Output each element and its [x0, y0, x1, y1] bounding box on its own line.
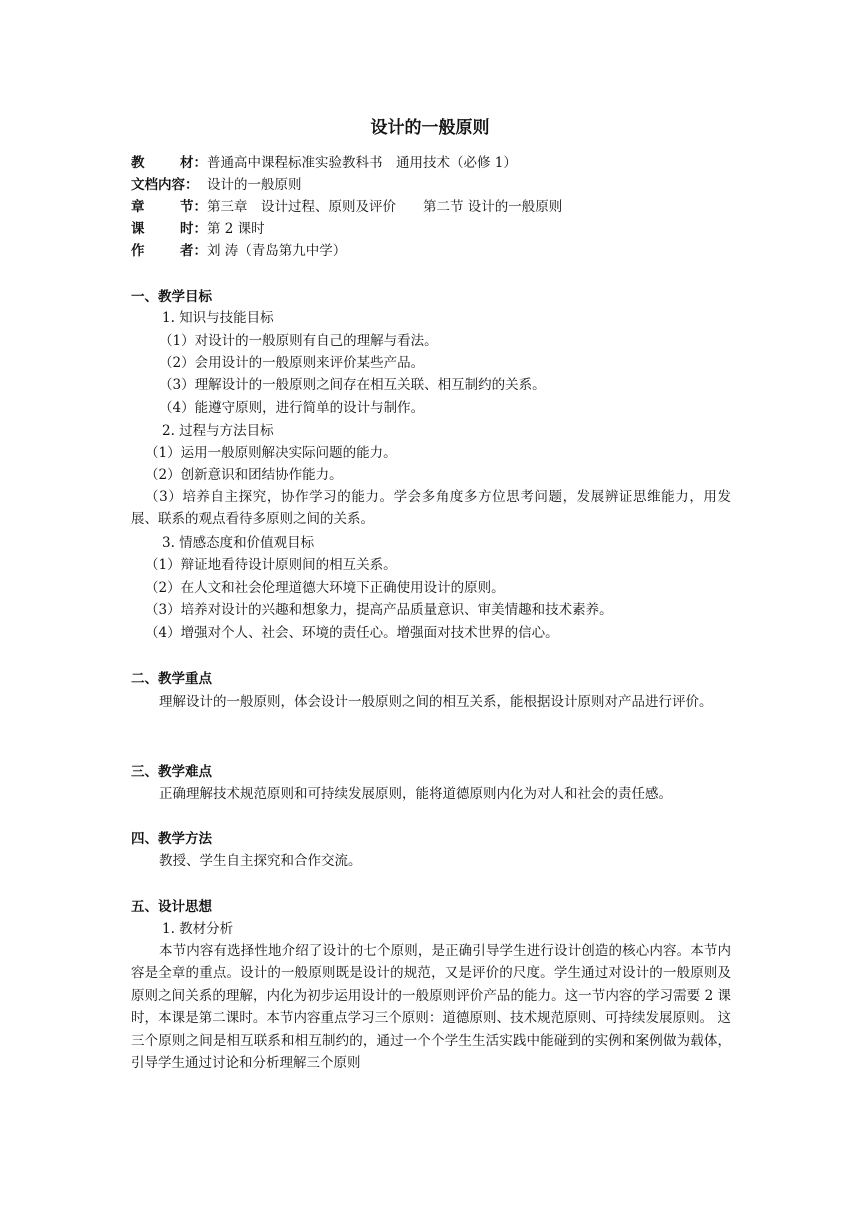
section-heading: 四、教学方法	[131, 831, 212, 847]
meta-label-part: 课	[131, 221, 145, 237]
subsection-heading: 1. 教材分析	[162, 921, 234, 937]
meta-label-part: 节：	[180, 199, 207, 215]
meta-label-part: 作	[131, 243, 145, 259]
meta-row-author	[131, 240, 346, 262]
subsection-heading: 2. 过程与方法目标	[162, 423, 274, 439]
subsection-heading: 3. 情感态度和价值观目标	[162, 535, 315, 551]
list-item: （2）会用设计的一般原则来评价某些产品。	[159, 355, 425, 371]
meta-label-part: 材：	[180, 155, 207, 171]
section-heading: 五、设计思想	[131, 899, 212, 915]
section-paragraph: 正确理解技术规范原则和可持续发展原则，能将道德原则内化为对人和社会的责任感。	[159, 786, 672, 802]
meta-label-part: 教	[131, 155, 145, 171]
section-paragraph: 理解设计的一般原则，体会设计一般原则之间的相互关系，能根据设计原则对产品进行评价。	[159, 694, 713, 710]
section-heading: 三、教学难点	[131, 764, 212, 780]
list-item: （1）对设计的一般原则有自己的理解与看法。	[159, 333, 438, 349]
list-item: （1）辩证地看待设计原则间的相互关系。	[145, 557, 397, 573]
meta-label-part: 者：	[180, 243, 207, 259]
meta-row-chapter	[131, 196, 562, 218]
list-item: （2）在人文和社会伦理道德大环境下正确使用设计的原则。	[145, 580, 505, 596]
meta-label-part: 文档内容：	[131, 177, 199, 193]
meta-label	[131, 218, 207, 240]
meta-value: 第 2 课时	[207, 221, 265, 237]
list-item: （4）增强对个人、社会、环境的责任心。增强面对技术世界的信心。	[145, 625, 559, 641]
list-item-paragraph: （3）培养自主探究，协作学习的能力。学会多角度多方位思考问题，发展辨证思维能力，用发展、联系的观点看待多原则之间的关系。	[131, 489, 731, 528]
list-item: （1）运用一般原则解决实际问题的能力。	[145, 445, 397, 461]
meta-label	[131, 152, 207, 174]
list-item: （4）能遵守原则，进行简单的设计与制作。	[159, 400, 425, 416]
meta-row-textbook	[131, 152, 517, 174]
meta-value: 普通高中课程标准实验教科书 通用技术（必修 1）	[207, 155, 517, 171]
page-title: 设计的一般原则	[370, 118, 490, 138]
meta-label	[131, 196, 207, 218]
meta-value: 设计的一般原则	[207, 177, 302, 193]
subsection-heading: 1. 知识与技能目标	[162, 310, 274, 326]
meta-value: 刘 涛（青岛第九中学）	[207, 243, 347, 259]
meta-label	[131, 174, 207, 196]
list-item: （2）创新意识和团结协作能力。	[145, 467, 343, 483]
list-item: （3）培养对设计的兴趣和想象力，提高产品质量意识、审美情趣和技术素养。	[145, 602, 613, 618]
meta-label	[131, 240, 207, 262]
section-heading: 一、教学目标	[131, 289, 212, 305]
meta-row-period	[131, 218, 265, 240]
meta-value: 第三章 设计过程、原则及评价 第二节 设计的一般原则	[207, 199, 563, 215]
list-item: （3）理解设计的一般原则之间存在相互关联、相互制约的关系。	[159, 377, 546, 393]
section-heading: 二、教学重点	[131, 671, 212, 687]
meta-label-part: 时：	[180, 221, 207, 237]
section-paragraph: 本节内容有选择性地介绍了设计的七个原则，是正确引导学生进行设计创造的核心内容。本节内容是全章的重点。设计的一般原则既是设计的规范，又是评价的尺度。学生通过对设计的一般原则及原则之间关系的理解，内化为初步运用设计的一般原则评价产品的能力。这一节内容的学习需要 2 课时，本课是第二课时。本节内容重点学习三个原则：道德原则、技术规范原则、可持续发展原则。 这三个原则之间是相互联系和相互制约的，通过一个个学生生活实践中能碰到的实例和案例做为载体，引导学生通过讨论和分析理解三个原则	[131, 943, 731, 1072]
section-paragraph: 教授、学生自主探究和合作交流。	[159, 853, 362, 869]
meta-row-content	[131, 174, 302, 196]
meta-label-part: 章	[131, 199, 145, 215]
